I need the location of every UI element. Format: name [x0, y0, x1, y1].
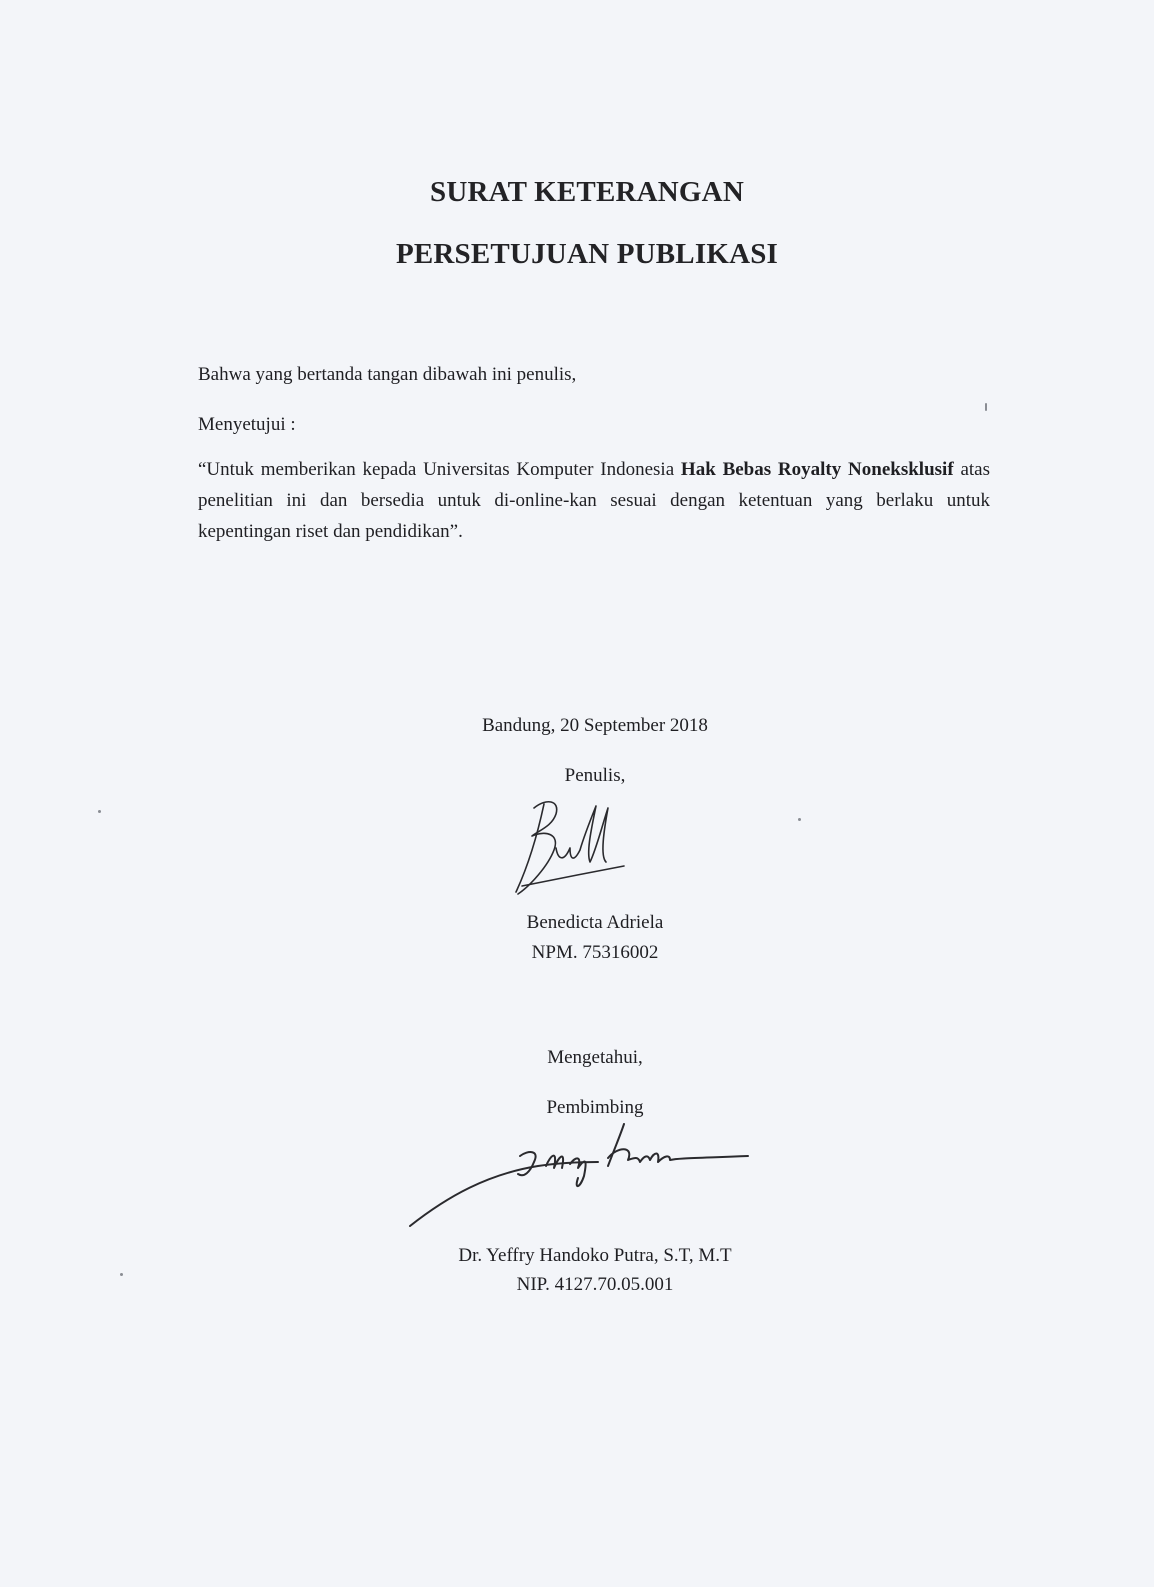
document-subtitle: PERSETUJUAN PUBLIKASI — [395, 238, 779, 270]
statement-part1: “Untuk memberikan kepada Universitas Komputer Indonesia — [198, 459, 681, 480]
document-title: SURAT KETERANGAN — [430, 176, 744, 208]
place-date: Bandung, 20 September 2018 — [482, 715, 708, 736]
paper-speck — [798, 818, 801, 821]
paper-speck — [985, 403, 987, 411]
acknowledge-label: Mengetahui, — [547, 1047, 643, 1068]
consent-statement — [198, 454, 990, 547]
paper-speck — [98, 810, 101, 813]
paper-speck — [120, 1273, 123, 1276]
writer-role: Penulis, — [564, 765, 626, 786]
statement-bold-term: Hak Bebas Royalty Noneksklusif — [680, 459, 954, 480]
advisor-name: Dr. Yeffry Handoko Putra, S.T, M.T — [458, 1245, 732, 1266]
writer-signature — [512, 796, 632, 906]
statement-part2: atas penelitian ini dan bersedia untuk di-online-kan sesuai dengan ketentuan yang berlaku untuk kepentingan riset dan pendidikan”. — [198, 459, 990, 542]
advisor-role: Pembimbing — [546, 1097, 644, 1118]
advisor-nip: NIP. 4127.70.05.001 — [516, 1274, 674, 1295]
writer-name: Benedicta Adriela — [526, 912, 664, 933]
writer-npm: NPM. 75316002 — [531, 942, 659, 963]
advisor-signature — [408, 1116, 764, 1236]
intro-text: Bahwa yang bertanda tangan dibawah ini penulis, — [198, 364, 577, 385]
agree-label: Menyetujui : — [198, 414, 296, 435]
